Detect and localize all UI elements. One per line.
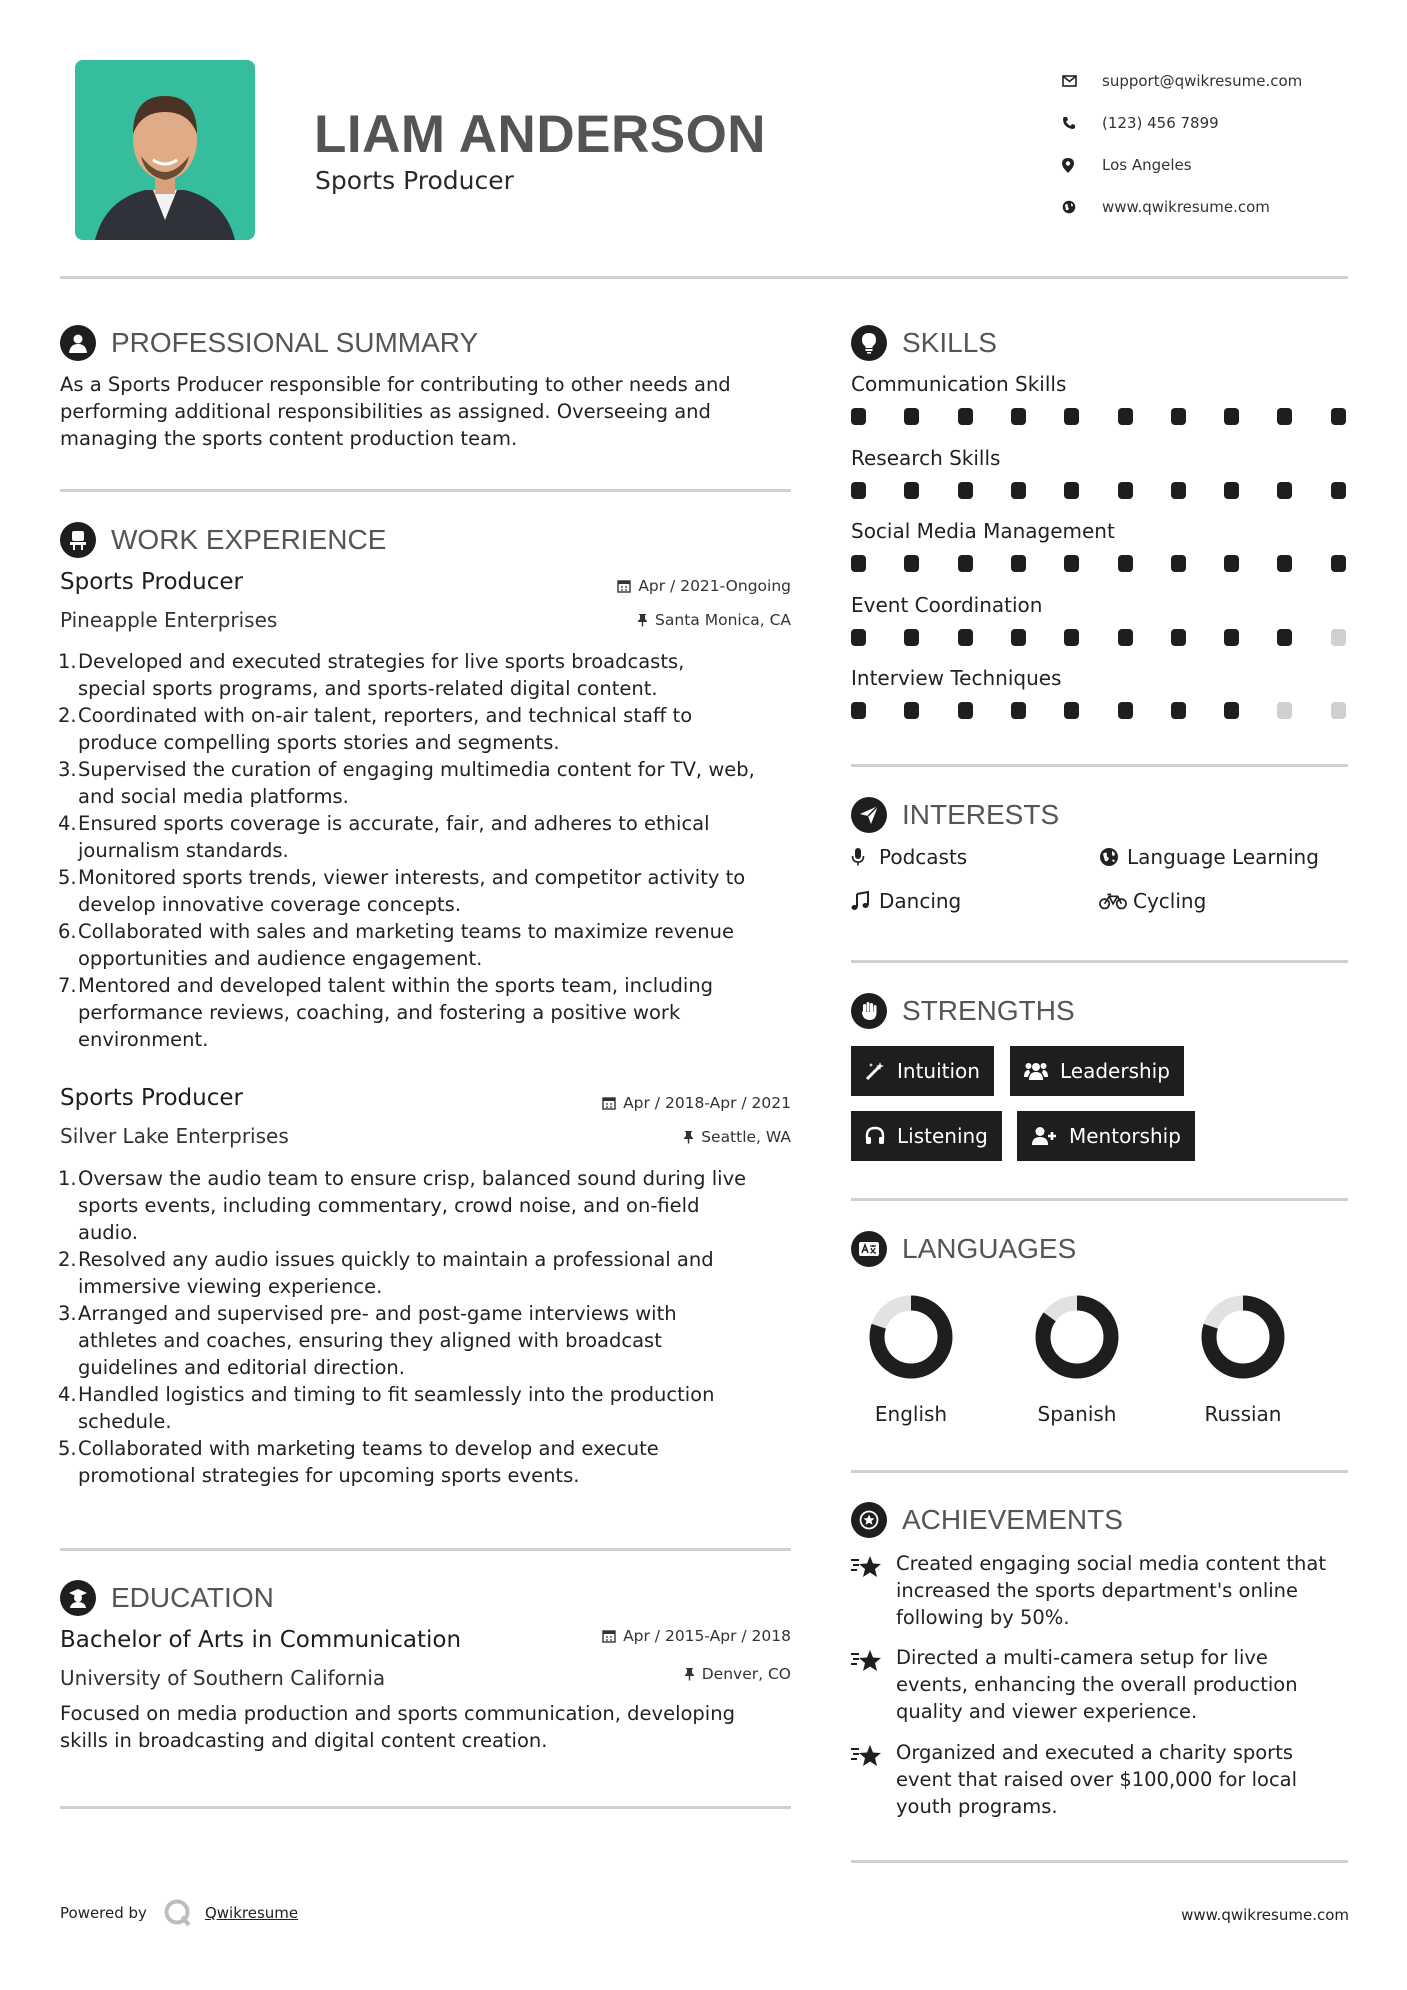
- list-item: 2. Coordinated with on-air talent, reporters, and technical staff to produce compelling sports stories and segments.: [58, 704, 693, 754]
- skill-dot: [958, 555, 973, 572]
- achievements-divider: [851, 1860, 1348, 1863]
- hand-icon: [851, 993, 887, 1029]
- interest-item: Language Learning: [1099, 845, 1319, 869]
- list-item: 1. Oversaw the audio team to ensure crisp, balanced sound during live sports events, including commentary, crowd noise, and on-field audio.: [58, 1167, 747, 1244]
- education-school: University of Southern California: [60, 1666, 386, 1690]
- skill-name: Social Media Management: [851, 519, 1115, 543]
- star-badge-icon: [851, 1502, 887, 1538]
- skills-heading: [851, 325, 997, 361]
- education-dates: [602, 1627, 791, 1645]
- shooting-star-icon: [850, 1648, 884, 1681]
- summary-divider: [60, 489, 791, 492]
- skill-rating: [851, 482, 1351, 500]
- header-divider: [60, 276, 1348, 279]
- achievements-title: ACHIEVEMENTS: [902, 1504, 1123, 1535]
- education-location-text: Denver, CO: [701, 1665, 791, 1683]
- interests-title: INTERESTS: [902, 799, 1060, 830]
- calendar-icon: [617, 579, 631, 593]
- experience-title: WORK EXPERIENCE: [111, 524, 387, 555]
- skill-dot: [1011, 555, 1026, 572]
- strength-tag: Leadership: [1010, 1046, 1184, 1096]
- candidate-name: LIAM ANDERSON: [314, 105, 767, 164]
- language-name: Russian: [1204, 1402, 1282, 1426]
- website-text: www.qwikresume.com: [1102, 198, 1270, 216]
- skill-dot: [1331, 482, 1346, 499]
- shooting-star-icon: [850, 1743, 884, 1776]
- list-item: 3. Supervised the curation of engaging multimedia content for TV, web, and social media platforms.: [58, 758, 755, 808]
- skill-dot: [1064, 629, 1079, 646]
- globe-icon: [1062, 200, 1102, 214]
- interest-item: Podcasts: [851, 845, 967, 869]
- skills-divider: [851, 764, 1348, 767]
- contact-list: [1062, 60, 1352, 228]
- list-item: 6. Collaborated with sales and marketing teams to maximize revenue opportunities and audience engagement.: [58, 920, 735, 970]
- skill-dot: [851, 629, 866, 646]
- strengths-heading: [851, 993, 1075, 1029]
- qwikresume-link[interactable]: Qwikresume: [204, 1904, 299, 1922]
- interest-item: Cycling: [1099, 889, 1206, 913]
- skill-dot: [904, 629, 919, 646]
- language-ring: [868, 1294, 954, 1380]
- bicycle-icon: [1099, 892, 1127, 910]
- language-name: English: [874, 1402, 948, 1426]
- skill-dot: [1064, 408, 1079, 425]
- skill-dot: [958, 702, 973, 719]
- list-item: 3. Arranged and supervised pre- and post-game interviews with athletes and coaches, ensuring they aligned with broadcast guidelines and editorial direction.: [58, 1302, 677, 1379]
- skill-dot: [1331, 555, 1346, 572]
- languages-title: LANGUAGES: [902, 1233, 1077, 1264]
- skill-dot: [904, 702, 919, 719]
- resume-header: [60, 60, 1350, 280]
- strength-tag: Mentorship: [1017, 1111, 1195, 1161]
- contact-email[interactable]: [1062, 60, 1352, 102]
- skill-dot: [1224, 629, 1239, 646]
- headphones-icon: [865, 1126, 885, 1146]
- language-item: [1012, 1294, 1142, 1426]
- job-1-dates: [617, 577, 791, 595]
- education-degree: Bachelor of Arts in Communication: [60, 1627, 462, 1653]
- education-location: [684, 1665, 791, 1683]
- users-icon: [1024, 1061, 1048, 1081]
- graduate-icon: [60, 1580, 96, 1616]
- magic-wand-icon: [865, 1061, 885, 1081]
- skill-dot: [904, 482, 919, 499]
- list-item: 5. Collaborated with marketing teams to develop and execute promotional strategies for upcoming sports events.: [58, 1437, 659, 1487]
- skill-dot: [1277, 629, 1292, 646]
- job-1-dates-text: Apr / 2021-Ongoing: [638, 577, 791, 595]
- phone-icon: [1062, 116, 1102, 130]
- chair-icon: [60, 522, 96, 558]
- translate-icon: [851, 1231, 887, 1267]
- skill-dot: [1118, 482, 1133, 499]
- envelope-icon: [1062, 75, 1102, 87]
- skill-dot: [958, 408, 973, 425]
- skill-dot: [1171, 702, 1186, 719]
- achievement-item: Created engaging social media content that increased the sports department's online following by 50%.: [896, 1550, 1351, 1631]
- job-2-responsibilities: [60, 1165, 800, 1489]
- languages-divider: [851, 1470, 1348, 1473]
- summary-heading: [60, 325, 478, 361]
- summary-line: performing additional responsibilities as assigned. Overseeing and: [60, 400, 711, 423]
- skill-name: Research Skills: [851, 446, 1001, 470]
- education-heading: [60, 1580, 274, 1616]
- skill-dot: [904, 555, 919, 572]
- skill-dot: [1118, 555, 1133, 572]
- calendar-icon: [602, 1096, 616, 1110]
- skill-name: Interview Techniques: [851, 666, 1062, 690]
- skill-dot: [1224, 408, 1239, 425]
- experience-heading: [60, 522, 386, 558]
- skill-rating: [851, 629, 1351, 647]
- language-item: [1178, 1294, 1308, 1426]
- pushpin-icon: [684, 1667, 695, 1681]
- contact-location: [1062, 144, 1352, 186]
- experience-divider: [60, 1548, 791, 1551]
- education-title: EDUCATION: [111, 1582, 274, 1613]
- pushpin-icon: [637, 613, 648, 627]
- job-2-location-text: Seattle, WA: [701, 1128, 791, 1146]
- list-item: 7. Mentored and developed talent within the sports team, including performance reviews, coaching, and fostering a positive work environment.: [58, 974, 714, 1051]
- location-text: Los Angeles: [1102, 156, 1192, 174]
- summary-line: As a Sports Producer responsible for contributing to other needs and: [60, 373, 731, 396]
- job-1-location: [637, 611, 791, 629]
- summary-title: PROFESSIONAL SUMMARY: [111, 327, 479, 358]
- list-item: 4. Handled logistics and timing to fit seamlessly into the production schedule.: [58, 1383, 715, 1433]
- skill-dot: [1331, 408, 1346, 425]
- skill-dot: [1171, 629, 1186, 646]
- language-ring: [1034, 1294, 1120, 1380]
- skill-dot: [1118, 408, 1133, 425]
- skill-dot: [1224, 702, 1239, 719]
- skill-dot: [1171, 482, 1186, 499]
- user-plus-icon: [1031, 1126, 1057, 1146]
- skill-dot: [1171, 555, 1186, 572]
- skill-dot: [1011, 482, 1026, 499]
- skill-dot: [1011, 702, 1026, 719]
- lightbulb-icon: [851, 325, 887, 361]
- job-2-dates: [602, 1094, 791, 1112]
- achievement-item: Organized and executed a charity sports event that raised over $100,000 for local youth programs.: [896, 1739, 1351, 1820]
- strength-tag: Intuition: [851, 1046, 994, 1096]
- job-2-dates-text: Apr / 2018-Apr / 2021: [623, 1094, 791, 1112]
- language-name: Spanish: [1037, 1402, 1117, 1426]
- skill-dot: [1331, 629, 1346, 646]
- phone-text: (123) 456 7899: [1102, 114, 1219, 132]
- map-pin-icon: [1062, 158, 1102, 173]
- user-icon: [60, 325, 96, 361]
- paper-plane-icon: [851, 797, 887, 833]
- pushpin-icon: [683, 1130, 694, 1144]
- interests-divider: [851, 960, 1348, 963]
- footer-powered-by: [60, 1898, 298, 1928]
- skill-rating: [851, 702, 1351, 720]
- strengths-divider: [851, 1198, 1348, 1201]
- skill-dot: [1011, 629, 1026, 646]
- skill-dot: [1277, 408, 1292, 425]
- job-1-responsibilities: [60, 648, 800, 1053]
- skill-dot: [851, 482, 866, 499]
- skills-title: SKILLS: [902, 327, 997, 358]
- skill-dot: [1277, 702, 1292, 719]
- skill-rating: [851, 555, 1351, 573]
- skill-dot: [1224, 482, 1239, 499]
- job-2-location: [683, 1128, 791, 1146]
- language-ring: [1200, 1294, 1286, 1380]
- music-icon: [851, 891, 879, 911]
- skill-dot: [1064, 702, 1079, 719]
- profile-photo: [75, 60, 255, 240]
- skill-dot: [851, 702, 866, 719]
- skill-rating: [851, 408, 1351, 426]
- candidate-role: Sports Producer: [315, 166, 514, 195]
- job-1-title: Sports Producer: [60, 569, 243, 595]
- skill-dot: [1064, 482, 1079, 499]
- globe-icon: [1099, 847, 1127, 867]
- list-item: 5. Monitored sports trends, viewer interests, and competitor activity to develop innovative coverage concepts.: [58, 866, 746, 916]
- skill-name: Event Coordination: [851, 593, 1043, 617]
- skill-dot: [958, 482, 973, 499]
- skill-dot: [1331, 702, 1346, 719]
- education-divider: [60, 1806, 791, 1809]
- contact-phone[interactable]: [1062, 102, 1352, 144]
- language-item: [846, 1294, 976, 1426]
- shooting-star-icon: [850, 1554, 884, 1587]
- skill-dot: [1118, 702, 1133, 719]
- skill-dot: [851, 408, 866, 425]
- summary-line: managing the sports content production team.: [60, 427, 518, 450]
- skill-dot: [958, 629, 973, 646]
- skill-dot: [851, 555, 866, 572]
- strength-tag: Listening: [851, 1111, 1002, 1161]
- skill-dot: [1064, 555, 1079, 572]
- education-description: Focused on media production and sports communication, developing skills in broadcasting and digital content creation.: [60, 1702, 735, 1752]
- list-item: 4. Ensured sports coverage is accurate, fair, and adheres to ethical journalism standards.: [58, 812, 710, 862]
- skill-dot: [1277, 482, 1292, 499]
- job-2-title: Sports Producer: [60, 1085, 243, 1111]
- list-item: 1. Developed and executed strategies for live sports broadcasts, special sports programs, and sports-related digital content.: [58, 650, 685, 700]
- footer-website[interactable]: www.qwikresume.com: [1181, 1906, 1349, 1924]
- education-dates-text: Apr / 2015-Apr / 2018: [623, 1627, 791, 1645]
- strengths-title: STRENGTHS: [902, 995, 1075, 1026]
- languages-heading: [851, 1231, 1076, 1267]
- calendar-icon: [602, 1629, 616, 1643]
- skill-dot: [904, 408, 919, 425]
- skill-dot: [1277, 555, 1292, 572]
- email-text: support@qwikresume.com: [1102, 72, 1303, 90]
- job-1-company: Pineapple Enterprises: [60, 608, 278, 632]
- qwikresume-logo-icon: [163, 1898, 193, 1928]
- powered-by-text: Powered by: [60, 1904, 147, 1922]
- microphone-icon: [851, 847, 879, 867]
- skill-dot: [1011, 408, 1026, 425]
- skill-name: Communication Skills: [851, 372, 1067, 396]
- achievement-item: Directed a multi-camera setup for live events, enhancing the overall production quality and viewer experience.: [896, 1644, 1351, 1725]
- summary-text: [60, 371, 800, 452]
- skill-dot: [1224, 555, 1239, 572]
- interest-item: Dancing: [851, 889, 961, 913]
- list-item: 2. Resolved any audio issues quickly to maintain a professional and immersive viewing experience.: [58, 1248, 714, 1298]
- job-2-company: Silver Lake Enterprises: [60, 1124, 289, 1148]
- interests-heading: [851, 797, 1059, 833]
- skill-dot: [1118, 629, 1133, 646]
- skill-dot: [1171, 408, 1186, 425]
- contact-website[interactable]: [1062, 186, 1352, 228]
- achievements-heading: [851, 1502, 1123, 1538]
- job-1-location-text: Santa Monica, CA: [655, 611, 791, 629]
